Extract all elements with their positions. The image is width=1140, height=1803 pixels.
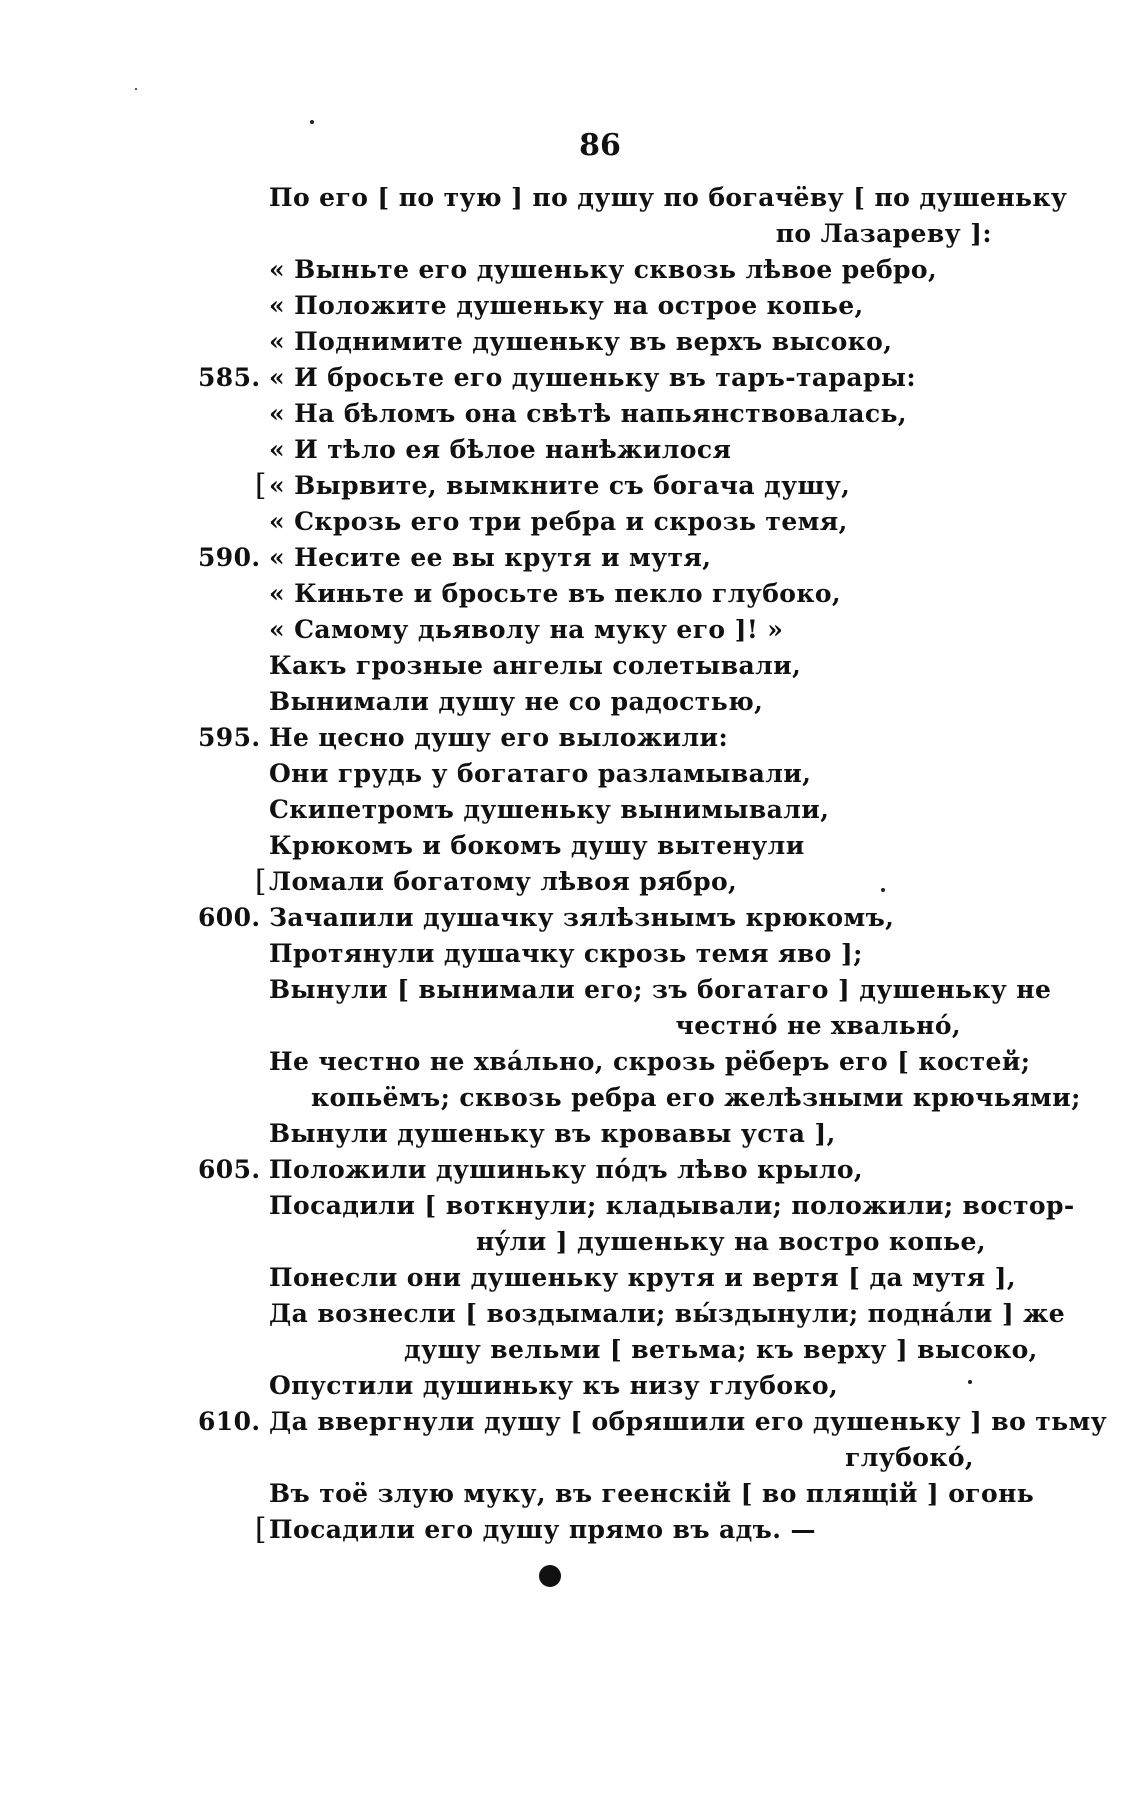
verse-line: « Положите душеньку на острое копье, — [269, 291, 864, 320]
verse-line: По его [ по тую ] по душу по богачёву [ по душеньку — [269, 183, 1068, 212]
verse-line: Въ тоё злую муку, въ геенскій [ во плящій ] огонь — [269, 1479, 1035, 1508]
verse-line: Посадили [ воткнули; кладывали; положили; востор- — [269, 1191, 1075, 1220]
verse-line: « Самому дьяволу на муку его ]! » — [269, 615, 784, 644]
verse-line-continuation: нýли ] душеньку на востро копье, — [476, 1227, 986, 1256]
verse-line: 600. Зачапили душачку зялѣзнымъ крюкомъ, — [198, 903, 895, 932]
verse-line: [ « Вырвите, вымкните съ богача душу, — [254, 468, 851, 503]
verse-line: 590. « Несите ее вы крутя и мутя, — [198, 543, 712, 572]
verse-line: « Выньте его душеньку сквозь лѣвое ребро, — [269, 255, 938, 284]
verse-line-continuation: по Лазареву ]: — [775, 219, 992, 248]
verse-line: [ Ломали богатому лѣвоя рябро, — [254, 864, 738, 899]
verse-line: Крюкомъ и бокомъ душу вытенули — [269, 831, 805, 860]
verse-line: Какъ грозные ангелы солетывали, — [269, 651, 802, 680]
verse-line: Понесли они душеньку крутя и вертя [ да мутя ], — [269, 1263, 1016, 1292]
verse-line: Они грудь у богатаго разламывали, — [269, 759, 812, 788]
verse-line: Вынули [ вынимали его; зъ богатаго ] душеньку не — [269, 975, 1052, 1004]
verse-line: Да вознесли [ воздымали; вы́здынули; поднáли ] же — [269, 1299, 1066, 1328]
verse-line: « И тѣло ея бѣлое нанѣжилося — [269, 435, 732, 464]
verse-line: 610. Да ввергнули душу [ обряшили его душеньку ] во тьму — [198, 1407, 1108, 1436]
verse-line: 595. Не цесно душу его выложили: — [198, 723, 729, 752]
ink-speck — [310, 120, 314, 124]
verse-line-continuation: честнó не хвальнó, — [675, 1011, 961, 1040]
verse-line-continuation: глубокó, — [845, 1443, 974, 1472]
verse-line: 605. Положили душиньку пóдъ лѣво крыло, — [198, 1155, 864, 1184]
verse-line: « Поднимите душеньку въ верхъ высоко, — [269, 327, 893, 356]
verse-line: Вынимали душу не со радостью, — [269, 687, 764, 716]
verse-line: Протянули душачку скрозь темя яво ]; — [269, 939, 863, 968]
verse-line: « Скрозь его три ребра и скрозь темя, — [269, 507, 848, 536]
verse-line: [ Посадили его душу прямо въ адъ. — — [254, 1512, 816, 1547]
verse-line: 585. « И бросьте его душеньку въ таръ-тарары: — [198, 363, 916, 392]
end-ornament — [539, 1565, 561, 1587]
verse-line: Скипетромъ душеньку вынимывали, — [269, 795, 830, 824]
verse-line: Не честно не хвáльно, скрозь рёберъ его [ костей; — [269, 1047, 1031, 1076]
verse-line: Опустили душиньку къ низу глубоко, — [269, 1371, 839, 1400]
verse-line-continuation: душу вельми [ ветьма; къ верху ] высоко, — [404, 1335, 1038, 1364]
verse-line-continuation: копьёмъ; сквозь ребра его желѣзными крючьями; — [311, 1083, 1081, 1112]
verse-line: Вынули душеньку въ кровавы уста ], — [269, 1119, 836, 1148]
page-number: 86 — [579, 128, 621, 163]
ink-speck — [135, 88, 137, 90]
verse-line: « Киньте и бросьте въ пекло глубоко, — [269, 579, 841, 608]
verse-line: « На бѣломъ она свѣтѣ напьянствовалась, — [269, 399, 907, 428]
